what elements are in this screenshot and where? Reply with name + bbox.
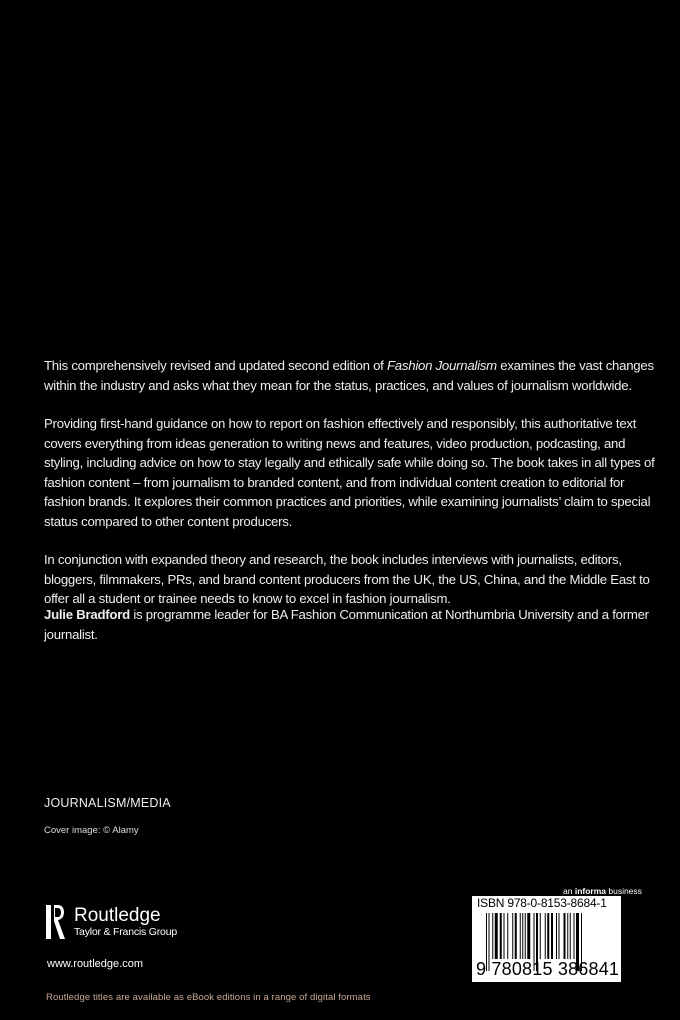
blurb-text: This comprehensively revised and updated second edition of xyxy=(44,358,387,373)
barcode-bar xyxy=(520,913,521,959)
barcode-bar xyxy=(500,913,502,959)
blurb-text: examines the vast changes within the industry and asks what they mean for the status, practices, and values of journalism worldwide. xyxy=(44,358,654,393)
barcode-bar xyxy=(522,913,523,959)
barcode-bar xyxy=(495,913,498,959)
publisher-logo xyxy=(46,905,177,939)
blurb xyxy=(44,356,664,628)
informa-brand: informa xyxy=(574,886,606,896)
author-bio-text: is programme leader for BA Fashion Communication at Northumbria University and a former journalist. xyxy=(44,607,649,642)
barcode-bar xyxy=(525,913,526,959)
isbn-barcode xyxy=(472,896,621,982)
barcode-bar xyxy=(564,913,566,959)
barcode-bar xyxy=(551,913,553,959)
barcode-bar xyxy=(559,913,560,959)
barcode-bar xyxy=(540,913,541,959)
publisher-name: Routledge xyxy=(74,905,161,926)
barcode-bar xyxy=(492,913,493,959)
barcode-bar xyxy=(512,913,513,959)
barcode-bar xyxy=(545,913,546,959)
barcode-bar xyxy=(556,913,557,959)
author-name: Julie Bradford xyxy=(44,607,130,622)
routledge-r-icon xyxy=(46,905,66,939)
publisher-url[interactable]: www.routledge.com xyxy=(47,958,143,970)
blurb-paragraph-2: Providing first-hand guidance on how to report on fashion effectively and responsibly, this authoritative text covers everything from ideas generation to writing news and features, video production, podcasting, and styling, including advice on how to stay legally and ethically safe while doing so. The book takes in all types of fashion content – from journalism to branded content, and from individual content creation to editorial for fashion brands. It explores their common practices and priorities, while examining journalists’ claim to special status compared to other content producers. xyxy=(44,416,655,529)
barcode-bar xyxy=(504,913,505,959)
author-bio xyxy=(44,605,664,644)
informa-tagline xyxy=(563,886,642,896)
ebook-note: Routledge titles are available as eBook editions in a range of digital formats xyxy=(46,992,371,1003)
cover-credit: Cover image: © Alamy xyxy=(44,825,139,836)
barcode-bar xyxy=(515,913,517,959)
book-title: Fashion Journalism xyxy=(387,358,497,373)
informa-prefix: an xyxy=(563,886,575,896)
barcode-digits: 9 780815 386841 xyxy=(476,959,620,979)
blurb-paragraph-1 xyxy=(44,356,664,395)
blurb-paragraph-3: In conjunction with expanded theory and research, the book includes interviews with journalists, editors, bloggers, filmmakers, PRs, and brand content producers from the UK, the US, China, and the Middle East to offer all a student or trainee needs to know to excel in fashion journalism. xyxy=(44,552,650,606)
barcode-bar xyxy=(547,913,549,959)
barcode-bar xyxy=(527,913,530,959)
barcode-bar xyxy=(570,913,571,959)
barcode-bar xyxy=(567,913,568,959)
barcode-bar xyxy=(574,913,575,959)
barcode-bar xyxy=(507,913,508,959)
publisher-group: Taylor & Francis Group xyxy=(74,926,177,938)
informa-suffix: business xyxy=(606,886,642,896)
isbn-text: ISBN 978-0-8153-8684-1 xyxy=(477,896,607,910)
subject-category: JOURNALISM/MEDIA xyxy=(44,796,171,810)
